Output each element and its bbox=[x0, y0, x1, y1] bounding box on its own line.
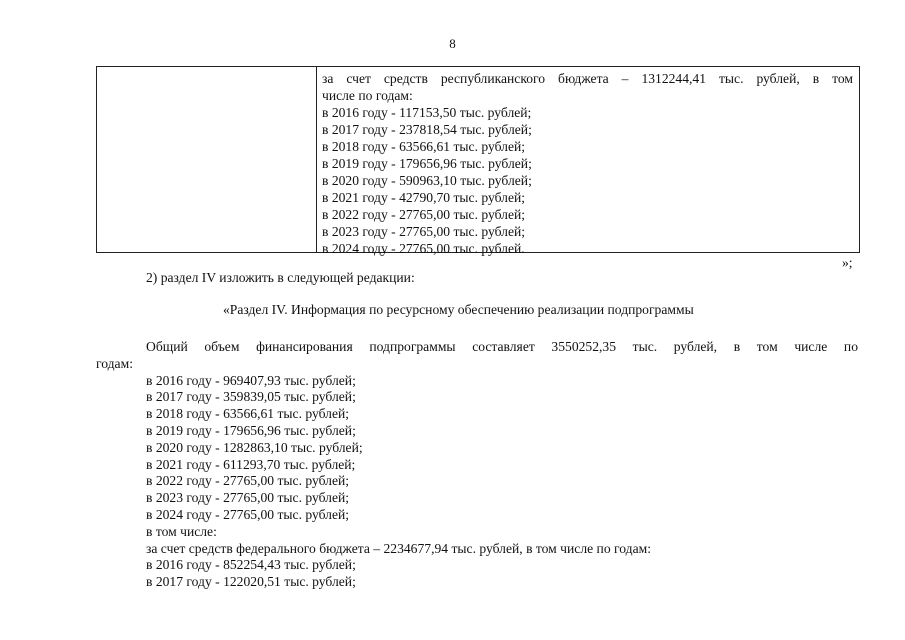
financing-year-line: в 2017 году - 359839,05 тыс. рублей; bbox=[146, 389, 356, 405]
republican-budget-intro: за счет средств республиканского бюджета – 1312244,41 тыс. рублей, в том bbox=[322, 71, 853, 86]
republican-year-line: в 2022 году - 27765,00 тыс. рублей; bbox=[322, 207, 526, 222]
financing-year-line: в 2023 году - 27765,00 тыс. рублей; bbox=[146, 490, 350, 506]
page-number: 8 bbox=[449, 36, 456, 51]
section-heading: «Раздел IV. Информация по ресурсному обеспечению реализации подпрограммы bbox=[223, 302, 694, 317]
republican-year-line: в 2017 году - 237818,54 тыс. рублей; bbox=[322, 122, 532, 137]
including-label: в том числе: bbox=[146, 523, 217, 539]
financing-year-line: в 2021 году - 611293,70 тыс. рублей; bbox=[146, 456, 356, 472]
republican-year-line: в 2021 году - 42790,70 тыс. рублей; bbox=[322, 190, 526, 205]
financing-year-line: в 2019 году - 179656,96 тыс. рублей; bbox=[146, 422, 356, 438]
financing-intro-cont: годам: bbox=[96, 355, 133, 371]
federal-budget-intro: за счет средств федерального бюджета – 2234677,94 тыс. рублей, в том числе по годам: bbox=[146, 540, 651, 556]
financing-intro: Общий объем финансирования подпрограммы составляет 3550252,35 тыс. рублей, в том числе по bbox=[146, 339, 858, 354]
republican-year-line: в 2020 году - 590963,10 тыс. рублей; bbox=[322, 173, 532, 188]
financing-year-line: в 2016 году - 969407,93 тыс. рублей; bbox=[146, 372, 356, 388]
federal-year-line: в 2017 году - 122020,51 тыс. рублей; bbox=[146, 574, 356, 590]
federal-year-line: в 2016 году - 852254,43 тыс. рублей; bbox=[146, 557, 356, 573]
republican-year-line: в 2024 году - 27765,00 тыс. рублей. bbox=[322, 241, 525, 256]
financing-year-list bbox=[96, 373, 858, 591]
closing-quote: »; bbox=[842, 255, 853, 270]
republican-year-line: в 2023 году - 27765,00 тыс. рублей; bbox=[322, 224, 526, 239]
budget-table bbox=[96, 66, 860, 256]
table-column-divider bbox=[316, 67, 317, 252]
republican-budget-intro-cont: числе по годам: bbox=[322, 88, 413, 103]
table-right-cell bbox=[322, 70, 853, 257]
financing-year-line: в 2022 году - 27765,00 тыс. рублей; bbox=[146, 473, 350, 489]
republican-year-line: в 2019 году - 179656,96 тыс. рублей; bbox=[322, 156, 532, 171]
financing-year-line: в 2024 году - 27765,00 тыс. рублей; bbox=[146, 506, 350, 522]
financing-year-line: в 2020 году - 1282863,10 тыс. рублей; bbox=[146, 439, 363, 455]
financing-block bbox=[96, 339, 858, 591]
financing-year-line: в 2018 году - 63566,61 тыс. рублей; bbox=[146, 406, 350, 422]
amendment-item-2: 2) раздел IV изложить в следующей редакции: bbox=[146, 270, 415, 285]
republican-year-line: в 2018 году - 63566,61 тыс. рублей; bbox=[322, 139, 526, 154]
republican-year-line: в 2016 году - 117153,50 тыс. рублей; bbox=[322, 105, 532, 120]
